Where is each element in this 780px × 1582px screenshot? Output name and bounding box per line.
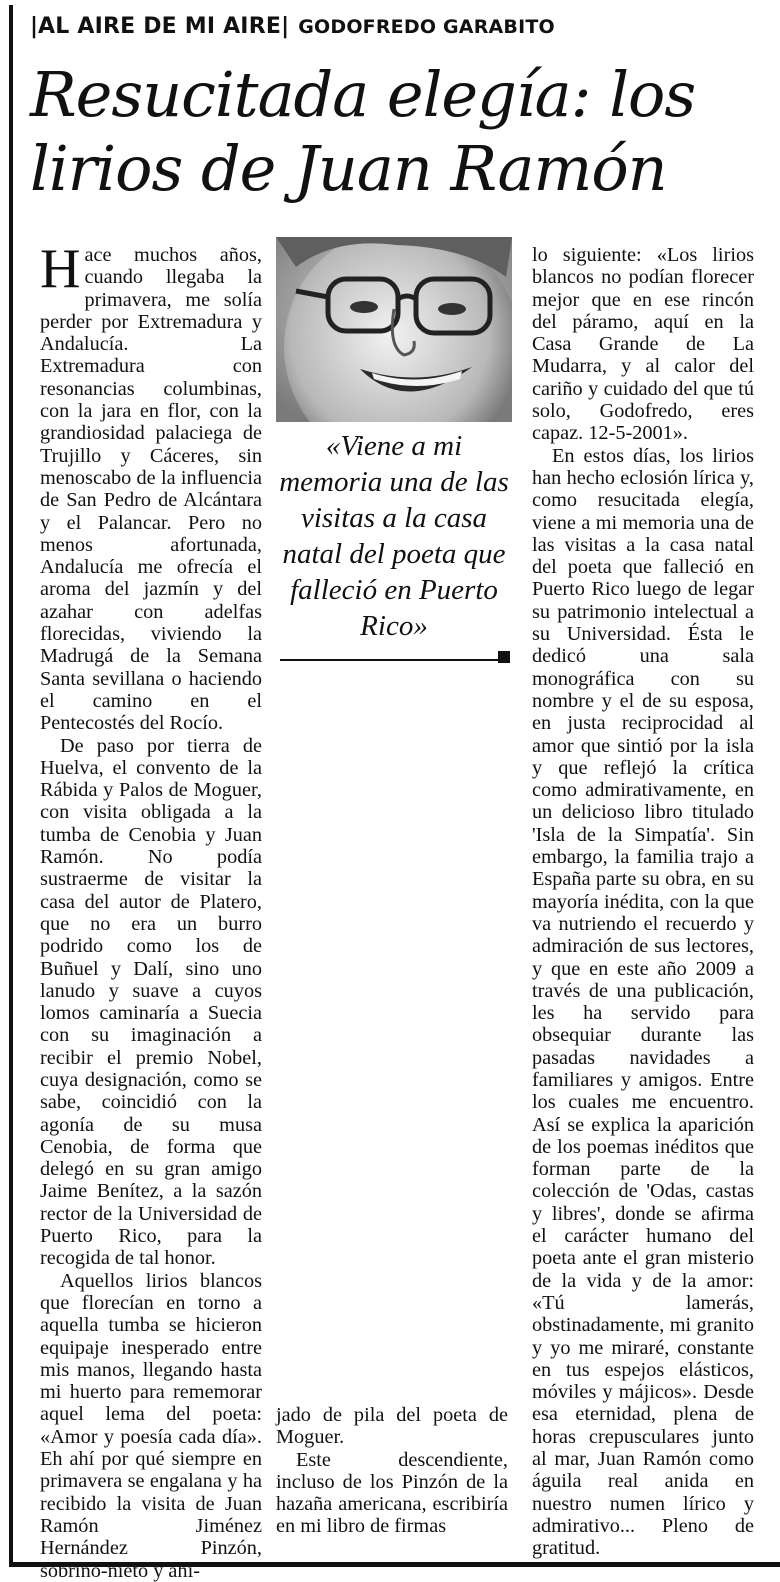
article-column-3 xyxy=(532,244,754,1560)
paragraph-3: Aquellos lirios blancos que florecían en torno a aquella tumba se hicieron equipaje inesperado entre mis manos, llegando hasta mi huerto para rememorar aquel lema del poeta: «Amor y poesía cada día». Eh ahí por qué siempre en primavera se engalana y ha recibido la visita de Juan Ramón Jiménez Hernández Pinzón, sobrino-nieto y ahi- xyxy=(40,1269,262,1582)
article-title: Resucitada elegía: los lirios de Juan Ramón xyxy=(30,58,696,205)
left-border-rule xyxy=(9,5,13,1567)
article-column-2 xyxy=(276,1404,508,1538)
header-bar-left: | xyxy=(30,14,39,39)
paragraph-1 xyxy=(40,238,262,735)
paragraph-7: En estos días, los lirios han hecho eclosión lírica y, como resucitada elegía, viene a mi memoria una de las visitas a la casa natal del poeta que falleció en Puerto Rico luego de legar su patrimonio intelectual a su Universidad. Ésta le dedicó una sala monográfica con su nombre y el de su esposa, en justa reciprocidad al amor que sintió por la isla y que reflejó la crítica como admirativamente, en un delicioso libro titulado 'Isla de la Simpatía'. Sin embargo, la familia trajo a España parte su obra, en su mayoría inédita, con la que va nutriendo el recuerdo y admiración de sus lectores, y que en este año 2009 a través de una publicación, les ha servido para obsequiar durante las pasadas navidades a familiares y amigos. Entre los cuales me encuentro. Así se explica la aparición de los poemas inéditos que forman parte de la colección de 'Odas, castas y libres', donde se afirma el carácter humano del poeta ante el gran misterio de la vida y de la amor: «Tú lamerás, obstinadamente, mi granito y yo me miraré, constante en tus espejos elásticos, móviles y májicos». Desde esa eternidad, plena de horas crepusculares junto al mar, Juan Ramón como águila real anida en nuestro numen lírico y admirativo... Pleno de gratitud. xyxy=(532,444,754,1560)
header-bar-right: | xyxy=(281,14,290,39)
paragraph-4: jado de pila del poeta de Moguer. xyxy=(276,1404,508,1449)
article-column-1 xyxy=(40,238,262,1582)
pull-quote-end-mark xyxy=(498,651,510,663)
paragraph-5: Este descendiente, incluso de los Pinzón de la hazaña americana, escribiría en mi libro de firmas xyxy=(276,1448,508,1538)
author-portrait-image xyxy=(276,237,512,422)
pull-quote-rule xyxy=(280,659,504,661)
paragraph-6: lo siguiente: «Los lirios blancos no podían florecer mejor que en ese rincón del páramo, aquí en la Casa Grande de La Mudarra, y al calor del cariño y cuidado del que tú solo, Godofredo, eres capaz. 12-5-2001». xyxy=(532,244,754,445)
drop-cap: H xyxy=(40,238,81,300)
paragraph-2: De paso por tierra de Huelva, el convento de la Rábida y Palos de Moguer, con visita obligada a la tumba de Cenobia y Juan Ramón. No podía sustraerme de visitar la casa del autor de Platero, que no era un burro podrido como los de Buñuel y Dalí, sino uno lanudo y suave a cuyos lomos caminaría a Suecia con su imaginación a recibir el premio Nobel, cuya designación, como se sabe, coincidió con la agonía de su musa Cenobia, de forma que delegó en su gran amigo Jaime Benítez, a la sazón rector de la Universidad de Puerto Rico, para la recogida de tal honor. xyxy=(40,734,262,1270)
pull-quote: «Viene a mi memoria una de las visitas a la casa natal del poeta que falleció en Puerto Rico» xyxy=(279,430,509,642)
section-name: AL AIRE DE MI AIRE xyxy=(38,14,282,39)
paragraph-1-text: ace muchos años, cuando llegaba la primavera, me solía perder por Extremadura y Andalucía. La Extremadura con resonancias columbinas, con la jara en flor, con la grandiosidad palaciega de Trujillo y Cáceres, sin menoscabo de la influencia de San Pedro de Alcántara y el Palancar. Pero no menos afortunada, Andalucía me ofrecía el aroma del jazmín y del azahar con adelfas florecidas, viviendo la Madrugá de la Semana Santa sevillana o haciendo el camino en el Pentecostés del Rocío. xyxy=(40,244,262,735)
author-photo xyxy=(276,237,512,422)
author-name: GODOFREDO GARABITO xyxy=(298,16,555,38)
column-header xyxy=(30,14,555,46)
